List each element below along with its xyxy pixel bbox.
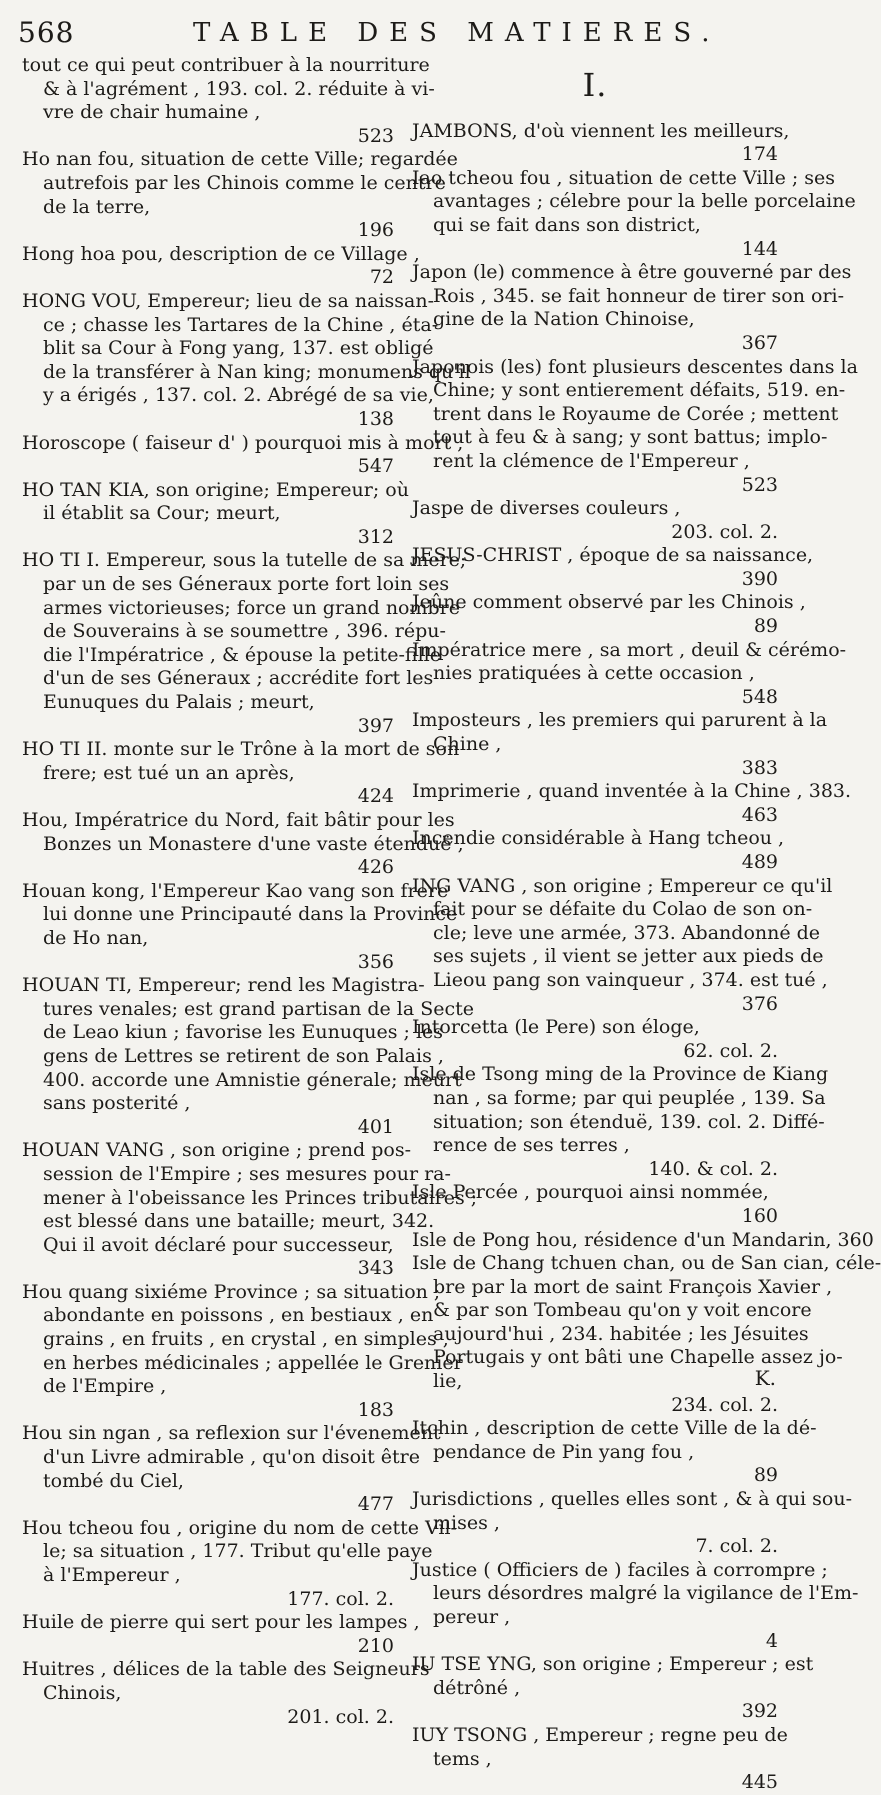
entry-line: tout à feu & à sang; y sont battus; implo- [433,426,828,449]
entry-line: ING VANG , son origine ; Empereur ce qu'il [412,874,833,897]
entry-line: d'un de ses Géneraux ; accrédite fort les [43,667,434,690]
entry-line: 89 [753,1464,778,1487]
entry-line: cle; leve une armée, 373. Abandonné de [433,921,821,944]
entry-line: vre de chair humaine , [43,101,261,124]
index-entry [22,242,420,290]
entry-line: Hou sin ngan , sa reflexion sur l'évenement [22,1422,441,1445]
index-entry [22,148,458,242]
index-entry [412,1723,788,1795]
index-entry [22,1139,478,1281]
index-entry [412,497,778,544]
index-entry [22,431,464,479]
entry-line: HO TAN KIA, son origine; Empereur; où [22,478,409,501]
index-entry [412,1016,778,1063]
entry-line: de Souverains à se soumettre , 396. répu- [43,620,446,643]
entry-line: 140. & col. 2. [648,1157,778,1180]
entry-line: Isle de Tsong ming de la Province de Kiang [412,1063,829,1086]
index-entry [412,780,852,827]
entry-line: lie, [433,1370,463,1393]
entry-line: tems , [433,1747,492,1770]
entry-line: de Ho nan, [43,926,149,949]
entry-line: à l'Empereur , [43,1564,181,1586]
index-entry [412,1228,874,1253]
index-entry [412,1488,853,1559]
index-entry [22,1658,430,1729]
index-entry [22,54,435,148]
entry-line: armes victorieuses; force un grand nombre [43,596,460,619]
entry-line: frere; est tué un an après, [43,761,295,784]
entry-line: 210 [357,1634,394,1657]
entry-line: 201. col. 2. [287,1705,394,1728]
entry-line: IU TSE YNG, son origine ; Empereur ; est [412,1653,814,1676]
entry-line: Imposteurs , les premiers qui parurent à la [412,709,828,732]
entry-line: en herbes médicinales ; appellée le Grenier [43,1351,463,1374]
entry-line: HO TI II. monte sur le Trône à la mort de son [22,738,460,761]
index-entry [412,591,806,638]
entry-line: Japon (le) commence à être gouverné par des [412,261,852,284]
entry-line: 367 [741,331,778,354]
entry-line: 4 [765,1629,778,1652]
entry-line: pereur , [433,1606,511,1628]
entry-line: nies pratiquées à cette occasion , [433,662,755,685]
index-entry [22,289,471,432]
index-entry [412,355,858,498]
entry-line: 177. col. 2. [287,1587,394,1610]
index-entry [412,119,790,167]
entry-line: pendance de Pin yang fou , [433,1440,695,1463]
index-entry [412,1063,829,1181]
entry-line: gens de Lettres se retirent de son Palais , [43,1044,444,1067]
entry-line: HOUAN VANG , son origine ; prend pos- [22,1139,411,1162]
entry-line: 390 [741,567,778,590]
entry-line: Hou tcheou fou , origine du nom de cette Vil- [22,1516,457,1539]
entry-line: Incendie considérable à Hang tcheou , [412,827,785,850]
index-entry [22,879,458,974]
entry-line: aujourd'hui , 234. habitée ; les Jésuites [433,1322,809,1345]
entry-line: y a érigés , 137. col. 2. Abrégé de sa vie, [43,384,434,407]
entry-line: 477 [357,1493,394,1516]
entry-line: de l'Empire , [43,1375,167,1398]
entry-line: & à l'agrément , 193. col. 2. réduite à vi- [43,77,435,100]
entry-line: 463 [741,803,778,826]
entry-line: Itchin , description de cette Ville de la dé- [412,1417,817,1440]
entry-line: Hong hoa pou, description de ce Village , [22,242,420,265]
index-entry [22,809,464,880]
index-entry [22,478,409,550]
entry-line: Imprimerie , quand inventée à la Chine , 383. [412,780,852,803]
entry-line: Chine , [433,733,502,756]
entry-line: JESUS-CHRIST , époque de sa naissance, [412,544,814,567]
entry-line: Bonzes un Monastere d'une vaste étenduë , [43,832,464,855]
entry-line: 196 [357,219,394,242]
entry-line: rent la clémence de l'Empereur , [433,449,750,472]
entry-line: de la terre, [43,195,151,218]
entry-line: fait pour se défaite du Colao de son on- [433,898,813,921]
entry-line: 312 [357,525,394,548]
entry-line: 138 [357,407,394,430]
entry-line: sans posterité , [43,1092,191,1115]
index-entry [412,1252,881,1417]
entry-line: le; sa situation , 177. Tribut qu'elle paye [43,1540,433,1563]
entry-line: Impératrice mere , sa mort , deuil & cérémo- [412,638,847,661]
entry-line: mises , [433,1511,500,1534]
index-entry [412,544,814,591]
catchword: K. [754,1366,776,1390]
entry-line: autrefois par les Chinois comme le centre [43,171,446,194]
entry-line: Horoscope ( faiseur d' ) pourquoi mis à mort , [22,431,464,454]
right-column [412,66,881,1795]
entry-line: IUY TSONG , Empereur ; regne peu de [412,1723,788,1746]
entry-line: grains , en fruits , en crystal , en simples , [43,1328,449,1351]
entry-line: 343 [357,1257,394,1280]
index-entry [412,874,833,1017]
index-entry [412,261,852,355]
entry-line: avantages ; célebre pour la belle porcelaine [433,190,856,213]
index-entry [412,1653,814,1724]
entry-line: 401 [357,1115,394,1138]
index-entry [22,738,460,809]
entry-line: Intorcetta (le Pere) son éloge, [412,1016,700,1039]
entry-line: de la transférer à Nan king; monumens qu'il [43,360,471,383]
index-entry [412,709,828,780]
entry-line: 62. col. 2. [683,1039,778,1062]
entry-line: Japonois (les) font plusieurs descentes dans la [412,355,858,378]
entry-line: d'un Livre admirable , qu'on disoit être [43,1446,421,1469]
page-number: 568 [18,16,75,49]
index-entry [412,1181,778,1228]
entry-line: HO TI I. Empereur, sous la tutelle de sa mere; [22,549,467,572]
entry-line: 523 [357,124,394,147]
entry-line: 424 [357,785,394,808]
index-entry [22,974,475,1139]
entry-line: Iao tcheou fou , situation de cette Ville ; ses [412,166,836,189]
entry-line: rence de ses terres , [433,1134,630,1157]
entry-line: Jaspe de diverses couleurs , [412,497,681,520]
entry-line: Eunuques du Palais ; meurt, [43,691,315,714]
entry-line: abondante en poissons , en bestiaux , en [43,1304,434,1327]
entry-line: trent dans le Royaume de Corée ; mettent [433,402,839,425]
entry-line: ses sujets , il vient se jetter aux pieds de [433,945,824,968]
entry-line: ce ; chasse les Tartares de la Chine , éta- [43,313,439,336]
entry-line: 397 [357,714,394,737]
running-header [18,14,780,50]
entry-line: situation; son étenduë, 139. col. 2. Diffé- [433,1110,825,1133]
entry-line: 376 [741,992,778,1015]
index-entry [22,1611,420,1658]
entry-line: 144 [741,237,778,260]
entry-line: 523 [741,473,778,496]
entry-line: 547 [357,455,394,478]
entry-line: blit sa Cour à Fong yang, 137. est obligé [43,337,434,360]
entry-line: tures venales; est grand partisan de la Secte [43,997,475,1020]
entry-line: lui donne une Principauté dans la Province [43,903,458,926]
entry-line: 548 [741,685,778,708]
entry-line: Qui il avoit déclaré pour successeur, [43,1233,394,1256]
entry-line: gine de la Nation Chinoise, [433,308,695,331]
entry-line: leurs désordres malgré la vigilance de l'Em- [433,1582,859,1605]
entry-line: 203. col. 2. [671,520,778,543]
entry-line: Justice ( Officiers de ) faciles à corrompre ; [412,1558,828,1581]
entry-line: 489 [741,851,778,873]
entry-line: Rois , 345. se fait honneur de tirer son ori- [433,284,845,307]
entry-line: Jeûne comment observé par les Chinois , [412,591,806,614]
entry-line: Jurisdictions , quelles elles sont , & à qui sou- [412,1488,853,1511]
entry-line: Isle Percée , pourquoi ainsi nommée, [412,1181,769,1204]
entry-line: Isle de Pong hou, résidence d'un Mandarin, 360 [412,1228,874,1251]
entry-line: par un de ses Géneraux porte fort loin ses [43,573,450,596]
entry-line: 183 [357,1398,394,1421]
index-entry [412,638,847,710]
entry-line: Huitres , délices de la table des Seigneurs [22,1658,430,1681]
entry-line: Chine; y sont entierement défaits, 519. en- [433,379,846,402]
entry-line: & par son Tombeau qu'on y voit encore [433,1299,812,1322]
entry-line: nan , sa forme; par qui peuplée , 139. Sa [433,1086,826,1109]
entry-line: 160 [741,1204,778,1227]
entry-line: Hou, Impératrice du Nord, fait bâtir pour les [22,809,455,831]
entry-line: die l'Impératrice , & épouse la petite-fille [43,643,441,666]
entry-line: 89 [753,615,778,638]
entry-line: 234. col. 2. [671,1393,778,1416]
right-entries [412,119,881,1795]
entry-line: Portugais y ont bâti une Chapelle assez jo- [433,1346,843,1369]
entry-line: HONG VOU, Empereur; lieu de sa naissan- [22,289,435,312]
entry-line: 72 [369,266,394,289]
entry-line: Isle de Chang tchuen chan, ou de San cian, céle- [412,1252,881,1275]
entry-line: il établit sa Cour; meurt, [43,502,281,525]
entry-line: est blessé dans une bataille; meurt, 342. [43,1210,435,1233]
entry-line: tout ce qui peut contribuer à la nourriture [22,54,430,76]
entry-line: 400. accorde une Amnistie génerale; meurt [43,1068,462,1091]
entry-line: Ho nan fou, situation de cette Ville; regardée [22,148,458,171]
entry-line: qui se fait dans son district, [433,213,701,236]
entry-line: détrôné , [433,1676,521,1699]
entry-line: 445 [741,1771,778,1794]
index-entry [22,549,467,738]
running-title: TABLE DES MATIERES. [193,18,721,48]
entry-line: 426 [357,856,394,879]
index-entry [22,1516,457,1611]
entry-line: Lieou pang son vainqueur , 374. est tué , [433,968,828,991]
entry-line: tombé du Ciel, [43,1469,184,1492]
entry-line: HOUAN TI, Empereur; rend les Magistra- [22,974,425,997]
entry-line: 392 [741,1700,778,1723]
entry-line: Huile de pierre qui sert pour les lampes , [22,1611,420,1634]
entry-line: Chinois, [43,1681,122,1704]
index-entry [412,166,856,261]
index-entry [412,1558,859,1653]
entry-line: JAMBONS, d'où viennent les meilleurs, [412,119,790,142]
index-entry [412,1417,817,1488]
entry-line: Hou quang sixiéme Province ; sa situation ; [22,1280,441,1303]
entry-line: 174 [741,143,778,166]
section-letter: I. [582,66,608,104]
entry-line: mener à l'obeissance les Princes tributaires ; [43,1186,478,1209]
entry-line: Houan kong, l'Empereur Kao vang son frere [22,879,449,902]
index-entry [412,827,785,874]
entry-line: 356 [357,950,394,973]
entry-line: session de l'Empire ; ses mesures pour ra- [43,1162,451,1185]
entry-line: de Leao kiun ; favorise les Eunuques ; les [43,1021,444,1044]
entry-line: 7. col. 2. [695,1535,778,1558]
entry-line: 383 [741,756,778,779]
index-entry [22,1422,441,1516]
entry-line: bre par la mort de saint François Xavier , [433,1275,833,1298]
